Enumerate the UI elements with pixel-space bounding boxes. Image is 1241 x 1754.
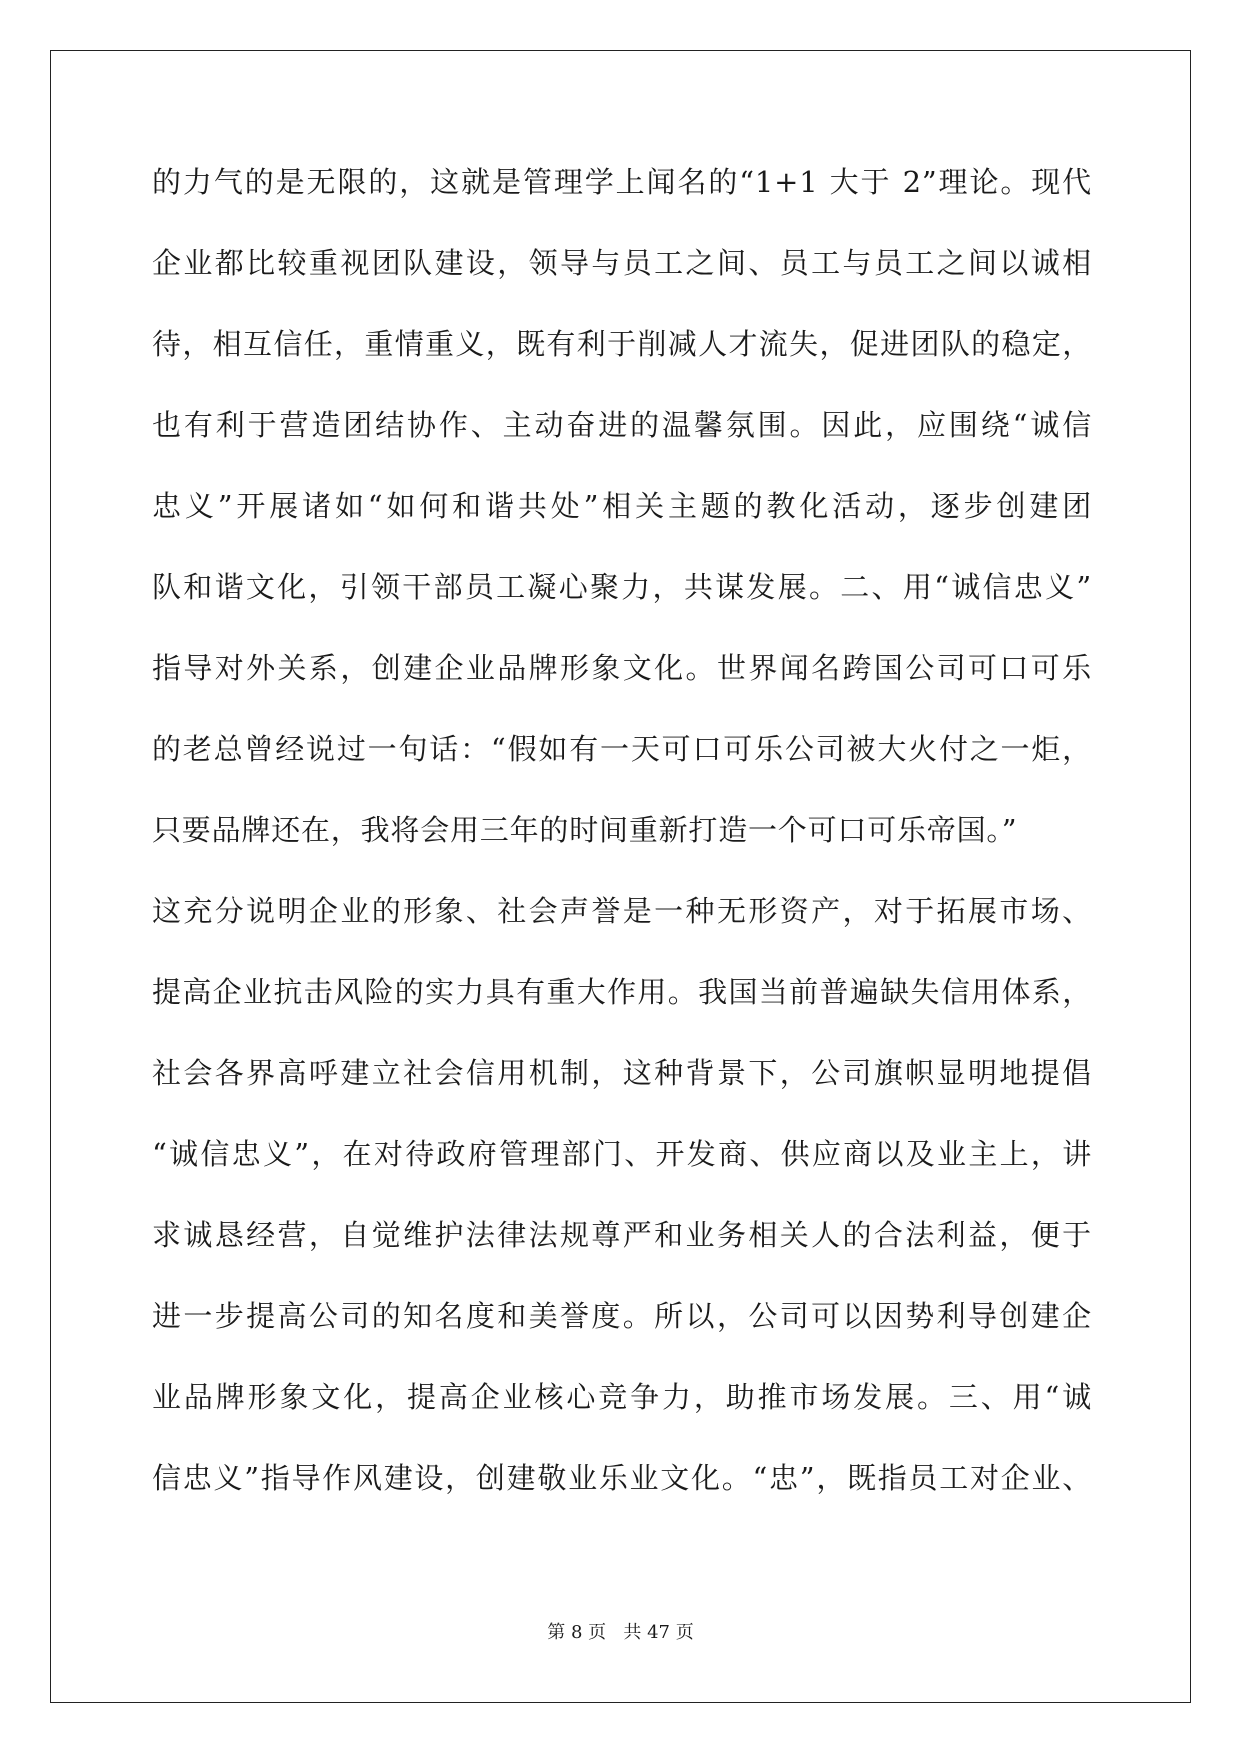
paragraph-line: 企业都比较重视团队建设，领导与员工之间、员工与员工之间以诚相 <box>152 246 1092 280</box>
paragraph-line: 只要品牌还在，我将会用三年的时间重新打造一个可口可乐帝国。” <box>152 813 1018 847</box>
paragraph-line: 忠义”开展诸如“如何和谐共处”相关主题的教化活动，逐步创建团 <box>152 489 1092 523</box>
paragraph-line: 信忠义”指导作风建设，创建敬业乐业文化。“忠”，既指员工对企业、 <box>152 1461 1092 1495</box>
paragraph-line: 指导对外关系，创建企业品牌形象文化。世界闻名跨国公司可口可乐 <box>152 651 1092 685</box>
paragraph-line: 这充分说明企业的形象、社会声誉是一种无形资产，对于拓展市场、 <box>152 894 1092 928</box>
paragraph-line: 队和谐文化，引领干部员工凝心聚力，共谋发展。二、用“诚信忠义” <box>152 570 1092 604</box>
paragraph-line: 求诚恳经营，自觉维护法律法规尊严和业务相关人的合法利益，便于 <box>152 1218 1092 1252</box>
paragraph-line: 的力气的是无限的，这就是管理学上闻名的“1+1 大于 2”理论。现代 <box>152 165 1092 199</box>
page-number-footer: 第 8 页 共 47 页 <box>547 1622 694 1643</box>
paragraph-line: 也有利于营造团结协作、主动奋进的温馨氛围。因此，应围绕“诚信 <box>152 408 1092 442</box>
paragraph-line: 进一步提高公司的知名度和美誉度。所以，公司可以因势利导创建企 <box>152 1299 1092 1333</box>
paragraph-line: 的老总曾经说过一句话：“假如有一天可口可乐公司被大火付之一炬， <box>152 732 1092 766</box>
paragraph-line: “诚信忠义”，在对待政府管理部门、开发商、供应商以及业主上，讲 <box>152 1137 1092 1171</box>
paragraph-line: 业品牌形象文化，提高企业核心竞争力，助推市场发展。三、用“诚 <box>152 1380 1092 1414</box>
paragraph-line: 社会各界高呼建立社会信用机制，这种背景下，公司旗帜显明地提倡 <box>152 1056 1092 1090</box>
paragraph-line: 待，相互信任，重情重义，既有利于削减人才流失，促进团队的稳定， <box>152 327 1092 361</box>
document-body <box>152 160 1092 1537</box>
paragraph-line: 提高企业抗击风险的实力具有重大作用。我国当前普遍缺失信用体系， <box>152 975 1092 1009</box>
